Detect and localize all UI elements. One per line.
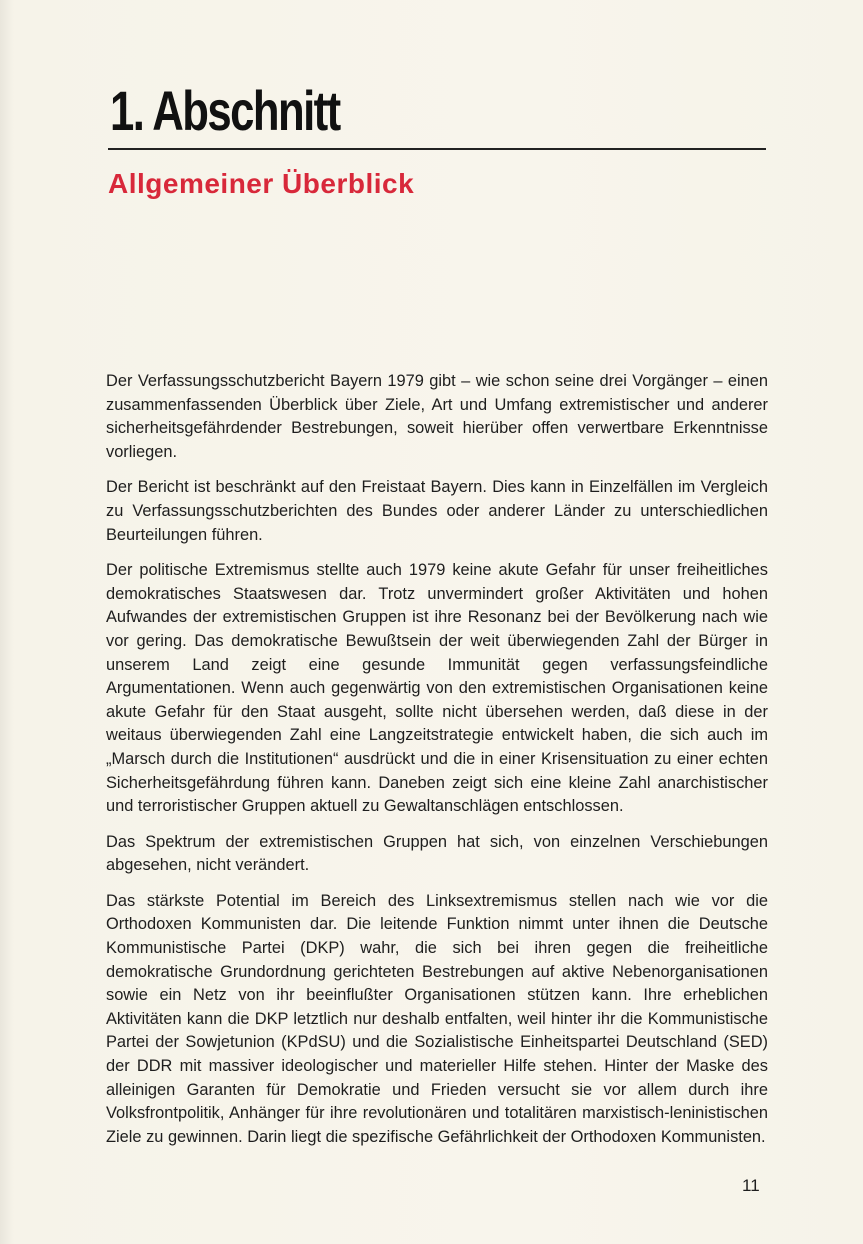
section-heading: 1. Abschnitt — [110, 79, 340, 142]
paragraph-1: Der Verfassungsschutzbericht Bayern 1979 gibt – wie schon seine drei Vorgänger – einen zusammenfassenden Überblick über Ziele, Art und Umfang extremistischer und anderer sicherheitsgefährdender Bestrebungen, soweit hierüber offen verwertbare Erkenntnisse vorliegen. — [106, 372, 768, 461]
body-text — [106, 370, 768, 1161]
paragraph-5: Das stärkste Potential im Bereich des Linksextremismus stellen nach wie vor die Orthodoxen Kommunisten dar. Die leitende Funktion nimmt unter ihnen die Deutsche Kommunistische Partei (DKP) wahr, die sich bei ihren gegen die freiheitliche demokratische Grundordnung gerichteten Bestrebungen auf aktive Nebenorganisationen sowie ein Netz von ihr beeinflußter Organisationen stützen kann. Ihre erheblichen Aktivitäten kann die DKP letztlich nur deshalb entfalten, weil hinter ihr die Kommunistische Partei der Sowjetunion (KPdSU) und die Sozialistische Einheitspartei Deutschland (SED) der DDR mit massiver ideologischer und materieller Hilfe stehen. Hinter der Maske des alleinigen Garanten für Demokratie und Frieden versucht sie vor allem durch ihre Volksfrontpolitik, Anhänger für ihre revolutionären und totalitären marxistisch-leninistischen Ziele zu gewinnen. Darin liegt die spezifische Gefährlichkeit der Orthodoxen Kommunisten. — [106, 891, 768, 1146]
section-subtitle: Allgemeiner Überblick — [108, 168, 415, 199]
paragraph-2: Der Bericht ist beschränkt auf den Freistaat Bayern. Dies kann in Einzelfällen im Vergleich zu Verfassungsschutzberichten des Bundes oder anderer Länder zu unterschiedlichen Beurteilungen führen. — [106, 478, 768, 544]
page-number: 11 — [742, 1176, 760, 1195]
paragraph-3: Der politische Extremismus stellte auch 1979 keine akute Gefahr für unser freiheitliches demokratisches Staatswesen dar. Trotz unvermindert großer Aktivitäten und hohen Aufwandes der extremistischen Gruppen ist ihre Resonanz bei der Bevölkerung nach wie vor gering. Das demokratische Bewußtsein der weit überwiegenden Zahl der Bürger in unserem Land zeigt eine gesunde Immunität gegen verfassungsfeindliche Argumentationen. Wenn auch gegenwärtig von den extremistischen Organisationen keine akute Gefahr für den Staat ausgeht, sollte nicht übersehen werden, daß diese in der weitaus überwiegenden Zahl eine Langzeitstrategie entwickelt haben, die sich auch im „Marsch durch die Institutionen“ ausdrückt und die in einer Krisensituation zu einer echten Sicherheitsgefährdung führen kann. Daneben zeigt sich eine kleine Zahl anarchistischer und terroristischer Gruppen aktuell zu Gewaltanschlägen entschlossen. — [106, 561, 768, 816]
heading-rule — [108, 148, 766, 150]
paragraph-4: Das Spektrum der extremistischen Gruppen hat sich, von einzelnen Verschiebungen abgesehen, nicht verändert. — [106, 832, 768, 875]
